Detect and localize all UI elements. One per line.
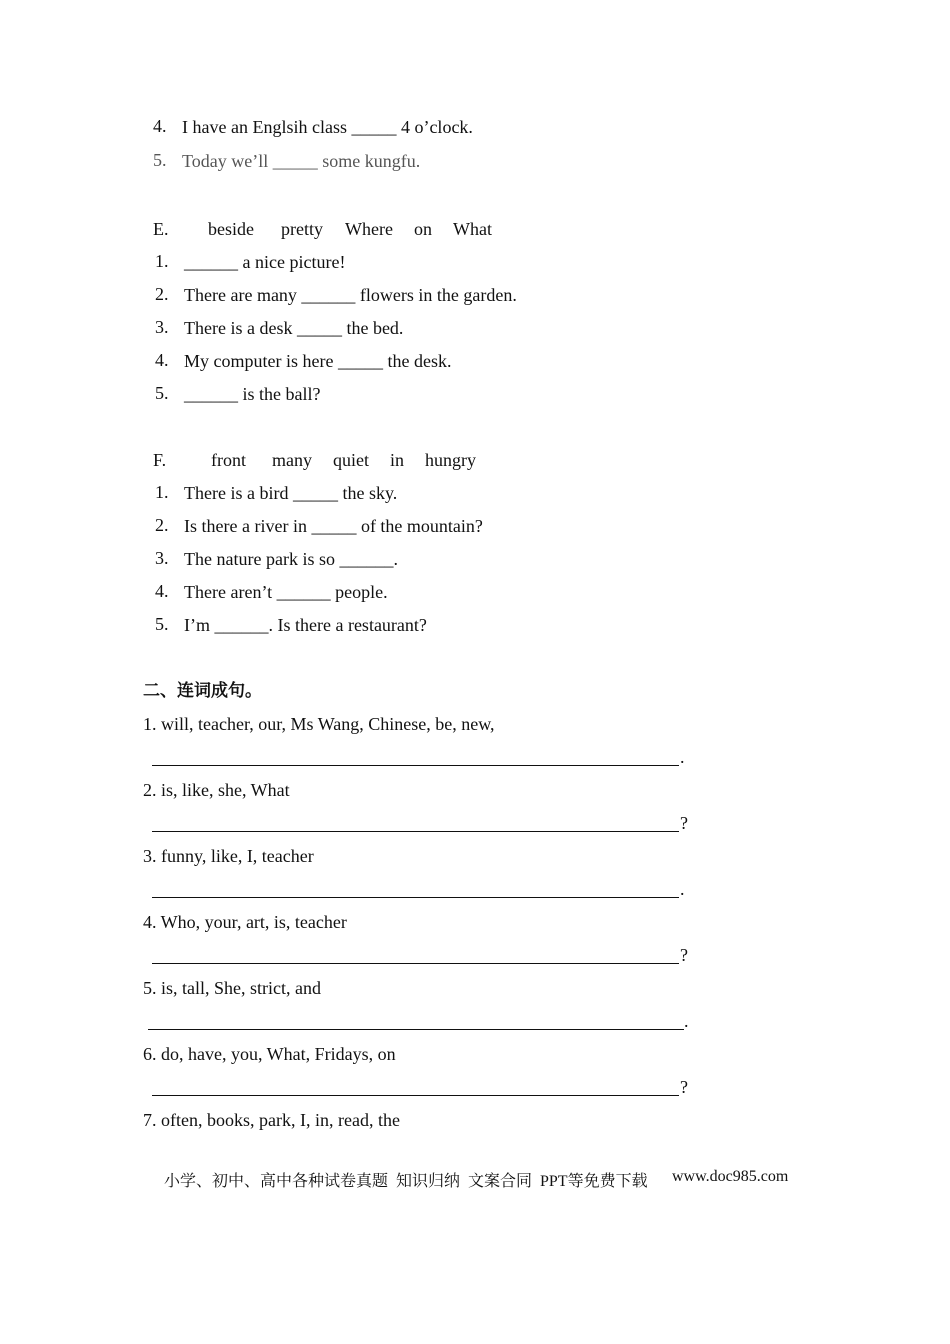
item-prompt: 1. will, teacher, our, Ms Wang, Chinese, be, new, [143, 714, 495, 734]
item-prompt: 3. funny, like, I, teacher [143, 846, 314, 866]
item-text: ______ a nice picture! [184, 252, 346, 272]
item-number: 5. [153, 150, 167, 170]
item-text: There is a desk _____ the bed. [184, 318, 404, 338]
item-prompt: 6. do, have, you, What, Fridays, on [143, 1044, 396, 1064]
item-prompt: 2. is, like, she, What [143, 780, 290, 800]
item-text: I’m ______. Is there a restaurant? [184, 615, 427, 635]
item-prompt: 4. Who, your, art, is, teacher [143, 912, 347, 932]
item-text: The nature park is so ______. [184, 549, 398, 569]
item-number: 1. [155, 482, 169, 502]
item-number: 3. [155, 317, 169, 337]
item-number: 3. [155, 548, 169, 568]
item-number: 2. [155, 284, 169, 304]
item-prompt: 5. is, tall, She, strict, and [143, 978, 321, 998]
section-letter: E. [153, 219, 169, 239]
bank-word: Where [345, 219, 393, 239]
section-letter: F. [153, 450, 167, 470]
item-prompt: 7. often, books, park, I, in, read, the [143, 1110, 400, 1130]
item-text: Is there a river in _____ of the mountain? [184, 516, 483, 536]
item-number: 5. [155, 383, 169, 403]
bank-word: hungry [425, 450, 476, 470]
item-number: 4. [155, 350, 169, 370]
item-text: My computer is here _____ the desk. [184, 351, 452, 371]
item-number: 4. [155, 581, 169, 601]
bank-word: on [414, 219, 432, 239]
answer-line[interactable] [152, 1095, 679, 1096]
item-text: Today we’ll _____ some kungfu. [182, 151, 421, 171]
item-number: 2. [155, 515, 169, 535]
item-number: 4. [153, 116, 167, 136]
end-punctuation: ? [680, 945, 688, 965]
end-punctuation: . [680, 879, 685, 899]
bank-word: in [390, 450, 405, 470]
bank-word: front [211, 450, 246, 470]
item-number: 1. [155, 251, 169, 271]
end-punctuation: . [680, 747, 685, 767]
item-text: There aren’t ______ people. [184, 582, 388, 602]
answer-line[interactable] [152, 765, 679, 766]
answer-line[interactable] [152, 897, 679, 898]
item-text: There are many ______ flowers in the garden. [184, 285, 517, 305]
bank-word: quiet [333, 450, 369, 470]
item-number: 5. [155, 614, 169, 634]
item-text: There is a bird _____ the sky. [184, 483, 398, 503]
end-punctuation: . [684, 1011, 689, 1031]
footer-text: 小学、初中、高中各种试卷真题 知识归纳 文案合同 PPT等免费下载 [164, 1173, 648, 1190]
bank-word: many [272, 450, 312, 470]
answer-line[interactable] [152, 963, 679, 964]
item-text: I have an Englsih class _____ 4 o’clock. [182, 117, 473, 137]
item-text: ______ is the ball? [184, 384, 321, 404]
bank-word: pretty [281, 219, 323, 239]
end-punctuation: ? [680, 1077, 688, 1097]
bank-word: beside [208, 219, 254, 239]
footer-url[interactable]: www.doc985.com [672, 1168, 789, 1185]
answer-line[interactable] [152, 831, 679, 832]
section-heading: 二、连词成句。 [143, 681, 262, 701]
end-punctuation: ? [680, 813, 688, 833]
answer-line[interactable] [148, 1029, 684, 1030]
bank-word: What [453, 219, 492, 239]
